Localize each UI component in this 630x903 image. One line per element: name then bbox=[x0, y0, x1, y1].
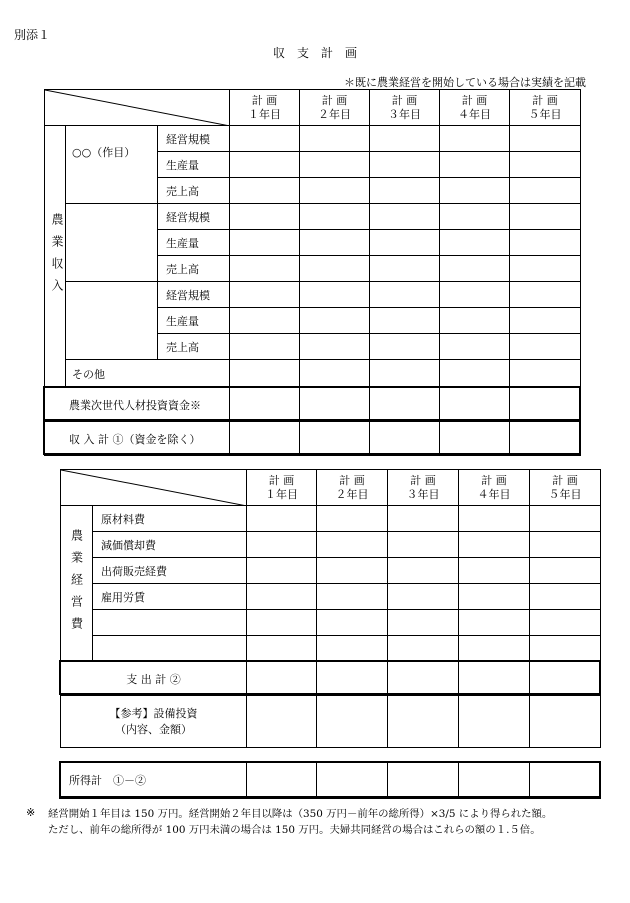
input-cell[interactable] bbox=[530, 696, 601, 748]
attachment-label: 別添１ bbox=[14, 28, 51, 42]
input-cell[interactable] bbox=[459, 506, 530, 532]
category-agri-expense: 農業経営費 bbox=[61, 506, 93, 662]
input-cell[interactable] bbox=[459, 584, 530, 610]
input-cell[interactable] bbox=[230, 256, 300, 282]
net-income-row-frame bbox=[59, 761, 601, 799]
expense-item-label: 減価償却費 bbox=[93, 532, 247, 558]
input-cell[interactable] bbox=[530, 506, 601, 532]
input-cell[interactable] bbox=[317, 584, 388, 610]
expense-item-label[interactable] bbox=[93, 636, 247, 662]
input-cell[interactable] bbox=[440, 204, 510, 230]
input-cell[interactable] bbox=[300, 334, 370, 360]
input-cell[interactable] bbox=[530, 532, 601, 558]
input-cell[interactable] bbox=[370, 178, 440, 204]
year-header: 計 画 ２年目 bbox=[317, 470, 388, 506]
category-agri-income: 農業収入 bbox=[45, 126, 66, 388]
year-header: 計 画 ５年目 bbox=[510, 90, 581, 126]
footnote-line-2: ただし、前年の総所得が 100 万円未満の場合は 150 万円。夫婦共同経営の場合はこれらの額の１.５倍。 bbox=[48, 824, 541, 836]
crop-label-empty[interactable] bbox=[66, 282, 158, 360]
input-cell[interactable] bbox=[300, 308, 370, 334]
input-cell[interactable] bbox=[300, 282, 370, 308]
input-cell[interactable] bbox=[510, 152, 581, 178]
row-label: 生産量 bbox=[158, 152, 230, 178]
input-cell[interactable] bbox=[230, 360, 300, 388]
input-cell[interactable] bbox=[247, 532, 317, 558]
year-header: 計 画 １年目 bbox=[230, 90, 300, 126]
input-cell[interactable] bbox=[388, 558, 459, 584]
row-label: 売上高 bbox=[158, 334, 230, 360]
input-cell[interactable] bbox=[247, 506, 317, 532]
header-diagonal-cell bbox=[45, 90, 230, 126]
input-cell[interactable] bbox=[459, 636, 530, 662]
row-label-subsidy: 農業次世代人材投資資金※ bbox=[45, 388, 230, 422]
input-cell[interactable] bbox=[388, 636, 459, 662]
page-title: 収 支 計 画 bbox=[272, 46, 357, 60]
year-header: 計 画 ３年目 bbox=[370, 90, 440, 126]
row-label-income-total: 収 入 計 ①（資金を除く） bbox=[45, 422, 230, 456]
input-cell[interactable] bbox=[530, 558, 601, 584]
input-cell[interactable] bbox=[230, 334, 300, 360]
year-header: 計 画 ２年目 bbox=[300, 90, 370, 126]
input-cell[interactable] bbox=[370, 256, 440, 282]
input-cell[interactable] bbox=[317, 610, 388, 636]
expense-total-row-frame bbox=[59, 660, 601, 695]
input-cell[interactable] bbox=[247, 558, 317, 584]
year-header: 計 画 ５年目 bbox=[530, 470, 601, 506]
input-cell[interactable] bbox=[388, 610, 459, 636]
input-cell[interactable] bbox=[440, 126, 510, 152]
input-cell[interactable] bbox=[459, 558, 530, 584]
input-cell[interactable] bbox=[388, 584, 459, 610]
input-cell[interactable] bbox=[317, 506, 388, 532]
input-cell[interactable] bbox=[388, 696, 459, 748]
input-cell[interactable] bbox=[317, 532, 388, 558]
footnote-mark: ※ bbox=[26, 806, 36, 819]
input-cell[interactable] bbox=[230, 230, 300, 256]
row-label: 生産量 bbox=[158, 230, 230, 256]
input-cell[interactable] bbox=[370, 282, 440, 308]
footnote-line-1: 経営開始１年目は 150 万円。経営開始２年目以降は（350 万円－前年の総所得）×3/5 により得られた額。 bbox=[48, 808, 553, 820]
diagonal-line bbox=[45, 90, 230, 126]
input-cell[interactable] bbox=[510, 308, 581, 334]
input-cell[interactable] bbox=[247, 610, 317, 636]
input-cell[interactable] bbox=[370, 334, 440, 360]
year-header: 計 画 １年目 bbox=[247, 470, 317, 506]
input-cell[interactable] bbox=[440, 178, 510, 204]
input-cell[interactable] bbox=[300, 230, 370, 256]
input-cell[interactable] bbox=[300, 256, 370, 282]
year-header: 計 画 ３年目 bbox=[388, 470, 459, 506]
input-cell[interactable] bbox=[230, 282, 300, 308]
input-cell[interactable] bbox=[247, 696, 317, 748]
row-label: 経営規模 bbox=[158, 126, 230, 152]
row-label: 売上高 bbox=[158, 178, 230, 204]
row-label-expense-total: 支 出 計 ② bbox=[61, 662, 247, 696]
input-cell[interactable] bbox=[440, 256, 510, 282]
input-cell[interactable] bbox=[317, 558, 388, 584]
income-total-row-frame bbox=[43, 420, 581, 455]
input-cell[interactable] bbox=[388, 532, 459, 558]
expense-item-label[interactable] bbox=[93, 610, 247, 636]
input-cell[interactable] bbox=[510, 204, 581, 230]
input-cell[interactable] bbox=[459, 532, 530, 558]
row-label: 経営規模 bbox=[158, 282, 230, 308]
input-cell[interactable] bbox=[510, 334, 581, 360]
input-cell[interactable] bbox=[230, 204, 300, 230]
input-cell[interactable] bbox=[370, 204, 440, 230]
row-label: 経営規模 bbox=[158, 204, 230, 230]
input-cell[interactable] bbox=[530, 636, 601, 662]
input-cell[interactable] bbox=[300, 178, 370, 204]
input-cell[interactable] bbox=[510, 282, 581, 308]
row-label: 売上高 bbox=[158, 256, 230, 282]
input-cell[interactable] bbox=[317, 696, 388, 748]
input-cell[interactable] bbox=[440, 282, 510, 308]
note-top: ＊既に農業経営を開始している場合は実績を記載 bbox=[344, 76, 586, 89]
input-cell[interactable] bbox=[530, 584, 601, 610]
input-cell[interactable] bbox=[388, 506, 459, 532]
input-cell[interactable] bbox=[370, 308, 440, 334]
input-cell[interactable] bbox=[440, 308, 510, 334]
input-cell[interactable] bbox=[370, 230, 440, 256]
input-cell[interactable] bbox=[440, 334, 510, 360]
input-cell[interactable] bbox=[300, 152, 370, 178]
expense-item-label: 出荷販売経費 bbox=[93, 558, 247, 584]
input-cell[interactable] bbox=[440, 230, 510, 256]
input-cell[interactable] bbox=[317, 636, 388, 662]
input-cell[interactable] bbox=[510, 360, 581, 388]
input-cell[interactable] bbox=[300, 360, 370, 388]
input-cell[interactable] bbox=[230, 308, 300, 334]
input-cell[interactable] bbox=[230, 178, 300, 204]
crop-label: ○○（作目） bbox=[66, 126, 158, 204]
footnote bbox=[48, 806, 623, 838]
input-cell[interactable] bbox=[510, 256, 581, 282]
year-header: 計 画 ４年目 bbox=[459, 470, 530, 506]
input-cell[interactable] bbox=[510, 230, 581, 256]
input-cell[interactable] bbox=[459, 610, 530, 636]
input-cell[interactable] bbox=[510, 126, 581, 152]
input-cell[interactable] bbox=[247, 636, 317, 662]
input-cell[interactable] bbox=[230, 126, 300, 152]
subsidy-row-frame bbox=[43, 386, 581, 421]
input-cell[interactable] bbox=[510, 178, 581, 204]
row-label-net-income: 所得計 ①－② bbox=[61, 763, 247, 797]
input-cell[interactable] bbox=[370, 360, 440, 388]
row-label-reference: 【参考】設備投資 （内容、金額） bbox=[61, 696, 247, 748]
input-cell[interactable] bbox=[300, 126, 370, 152]
expense-table bbox=[60, 469, 601, 748]
input-cell[interactable] bbox=[440, 360, 510, 388]
header-diagonal-cell bbox=[61, 470, 247, 506]
input-cell[interactable] bbox=[370, 126, 440, 152]
input-cell[interactable] bbox=[530, 610, 601, 636]
input-cell[interactable] bbox=[370, 152, 440, 178]
row-label-other: その他 bbox=[66, 360, 230, 388]
expense-item-label: 雇用労賃 bbox=[93, 584, 247, 610]
input-cell[interactable] bbox=[459, 696, 530, 748]
crop-label-empty[interactable] bbox=[66, 204, 158, 282]
input-cell[interactable] bbox=[440, 152, 510, 178]
input-cell[interactable] bbox=[247, 584, 317, 610]
row-label: 生産量 bbox=[158, 308, 230, 334]
year-header: 計 画 ４年目 bbox=[440, 90, 510, 126]
diagonal-line bbox=[61, 470, 247, 506]
input-cell[interactable] bbox=[300, 204, 370, 230]
input-cell[interactable] bbox=[230, 152, 300, 178]
expense-item-label: 原材料費 bbox=[93, 506, 247, 532]
